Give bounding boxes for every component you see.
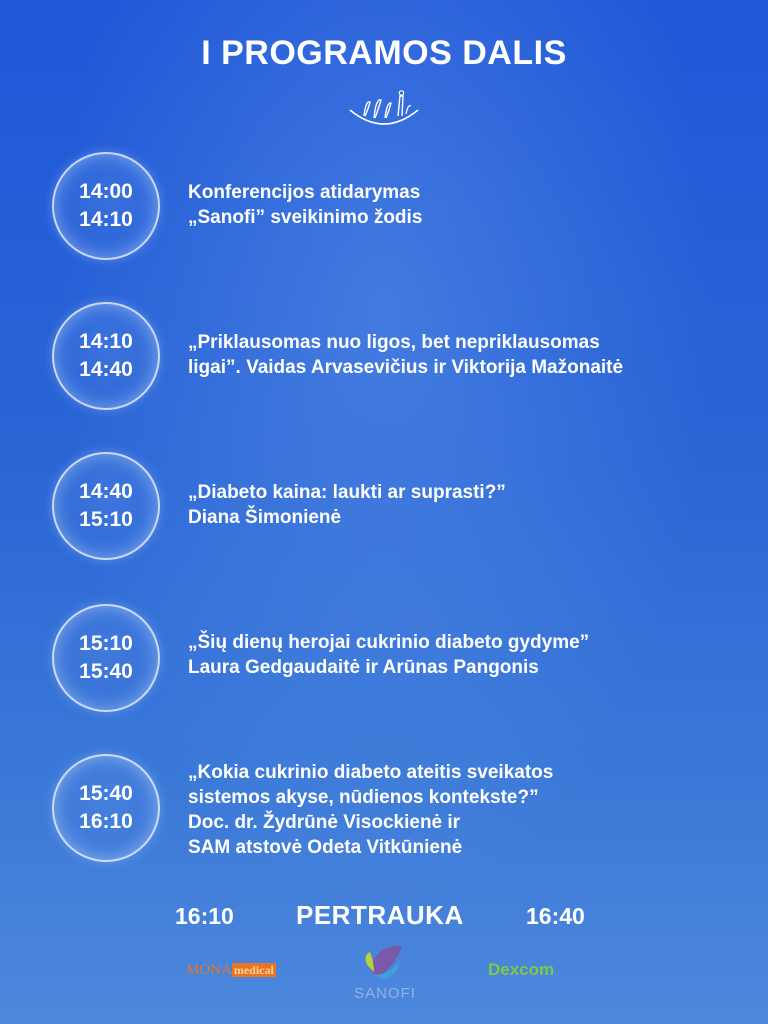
description-line: „Diabeto kaina: laukti ar suprasti?” <box>188 482 506 503</box>
session-description <box>188 760 553 860</box>
hand-drawn-boat-logo-icon <box>344 88 424 138</box>
time-circle <box>52 604 160 712</box>
description-line: sistemos akyse, nūdienos kontekste?” <box>188 787 539 808</box>
description-line: „Sanofi” sveikinimo žodis <box>188 207 423 228</box>
program-slot <box>52 604 752 712</box>
sanofi-logo <box>340 938 430 1004</box>
page-title: I PROGRAMOS DALIS <box>201 34 567 72</box>
sanofi-logo-text: SANOFI <box>354 985 416 1002</box>
start-time: 15:40 <box>79 782 133 805</box>
session-description <box>188 330 623 380</box>
description-line: „Priklausomas nuo ligos, bet nepriklausomas <box>188 332 600 353</box>
start-time: 15:10 <box>79 632 133 655</box>
end-time: 15:10 <box>79 508 133 531</box>
end-time: 14:40 <box>79 358 133 381</box>
sanofi-bird-icon <box>340 938 430 986</box>
mona-medical-logo <box>186 962 276 979</box>
session-description <box>188 180 422 230</box>
description-line: „Šių dienų herojai cukrinio diabeto gydyme” <box>188 632 590 653</box>
start-time: 14:40 <box>79 480 133 503</box>
session-description <box>188 630 589 680</box>
end-time: 16:10 <box>79 810 133 833</box>
program-slot <box>52 452 752 560</box>
time-circle <box>52 452 160 560</box>
description-line: „Kokia cukrinio diabeto ateitis sveikatos <box>188 762 554 783</box>
time-circle <box>52 152 160 260</box>
description-line: Doc. dr. Žydrūnė Visockienė ir <box>188 812 461 833</box>
time-circle <box>52 754 160 862</box>
description-line: Laura Gedgaudaitė ir Arūnas Pangonis <box>188 657 539 678</box>
break-end-time: 16:40 <box>526 903 585 929</box>
program-slot <box>52 754 752 862</box>
description-line: ligai”. Vaidas Arvasevičius ir Viktorija Mažonaitė <box>188 357 624 378</box>
medical-logo-text: medical <box>233 963 274 977</box>
break-row <box>0 900 768 934</box>
end-time: 15:40 <box>79 660 133 683</box>
description-line: Diana Šimonienė <box>188 507 342 528</box>
start-time: 14:00 <box>79 180 133 203</box>
session-description <box>188 480 506 530</box>
description-line: SAM atstovė Odeta Vitkūnienė <box>188 837 463 858</box>
description-line: Konferencijos atidarymas <box>188 182 421 203</box>
break-label: PERTRAUKA <box>296 900 464 930</box>
mona-logo-text: MONA <box>186 962 232 978</box>
start-time: 14:10 <box>79 330 133 353</box>
time-circle <box>52 302 160 410</box>
dexcom-logo: Dexcom <box>488 960 555 979</box>
break-start-time: 16:10 <box>175 903 234 929</box>
program-slot <box>52 152 752 260</box>
program-slot <box>52 302 752 410</box>
end-time: 14:10 <box>79 208 133 231</box>
